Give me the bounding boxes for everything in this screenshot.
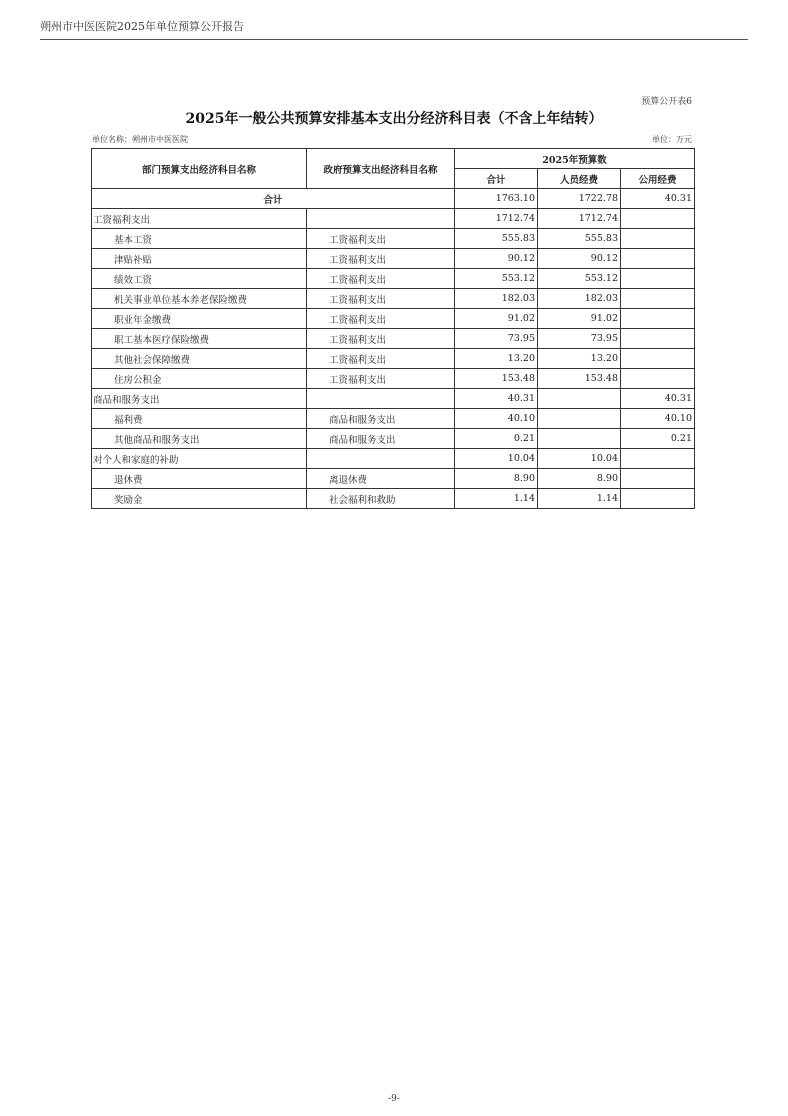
cell-gov-subject: 工资福利支出 — [307, 229, 455, 249]
cell-dept-subject: 商品和服务支出 — [92, 389, 307, 409]
table-row — [92, 489, 695, 509]
cell-gov-subject — [307, 389, 455, 409]
table-row — [92, 209, 695, 229]
cell-public: 0.21 — [621, 429, 695, 449]
cell-gov-subject: 工资福利支出 — [307, 329, 455, 349]
cell-dept-subject: 其他社会保障缴费 — [92, 349, 307, 369]
cell-public — [621, 249, 695, 269]
table-row — [92, 329, 695, 349]
cell-personnel: 153.48 — [538, 369, 621, 389]
table-row — [92, 249, 695, 269]
unit-label: 单位：万元 — [652, 135, 692, 144]
cell-dept-subject: 住房公积金 — [92, 369, 307, 389]
cell-personnel: 8.90 — [538, 469, 621, 489]
cell-gov-subject: 社会福利和救助 — [307, 489, 455, 509]
unit-name: 单位名称：朔州市中医医院 — [92, 135, 188, 144]
cell-public — [621, 269, 695, 289]
total-public: 40.31 — [621, 189, 695, 209]
cell-public — [621, 209, 695, 229]
table-row — [92, 309, 695, 329]
cell-total: 90.12 — [455, 249, 538, 269]
header-total: 合计 — [455, 169, 538, 189]
header-dept-subject: 部门预算支出经济科目名称 — [92, 149, 307, 189]
cell-public — [621, 369, 695, 389]
table-row — [92, 269, 695, 289]
header-gov-subject: 政府预算支出经济科目名称 — [307, 149, 455, 189]
cell-total: 1.14 — [455, 489, 538, 509]
cell-dept-subject: 津贴补贴 — [92, 249, 307, 269]
table-row — [92, 369, 695, 389]
header-divider — [40, 39, 748, 40]
cell-personnel: 90.12 — [538, 249, 621, 269]
cell-total: 0.21 — [455, 429, 538, 449]
table-row — [92, 449, 695, 469]
total-label: 合计 — [92, 189, 455, 209]
cell-public — [621, 349, 695, 369]
cell-gov-subject: 离退休费 — [307, 469, 455, 489]
total-total: 1763.10 — [455, 189, 538, 209]
cell-personnel: 10.04 — [538, 449, 621, 469]
table-row — [92, 429, 695, 449]
cell-personnel: 555.83 — [538, 229, 621, 249]
cell-gov-subject: 工资福利支出 — [307, 349, 455, 369]
cell-dept-subject: 绩效工资 — [92, 269, 307, 289]
table-row — [92, 289, 695, 309]
cell-personnel: 13.20 — [538, 349, 621, 369]
cell-public — [621, 489, 695, 509]
cell-personnel: 182.03 — [538, 289, 621, 309]
cell-gov-subject: 工资福利支出 — [307, 369, 455, 389]
cell-total: 182.03 — [455, 289, 538, 309]
cell-gov-subject: 商品和服务支出 — [307, 409, 455, 429]
cell-dept-subject: 基本工资 — [92, 229, 307, 249]
cell-personnel: 73.95 — [538, 329, 621, 349]
cell-gov-subject: 商品和服务支出 — [307, 429, 455, 449]
cell-personnel — [538, 429, 621, 449]
total-personnel: 1722.78 — [538, 189, 621, 209]
document-header: 朔州市中医医院2025年单位预算公开报告 — [40, 20, 244, 33]
table-row — [92, 469, 695, 489]
cell-public — [621, 469, 695, 489]
cell-dept-subject: 退休费 — [92, 469, 307, 489]
cell-personnel: 1.14 — [538, 489, 621, 509]
cell-public: 40.10 — [621, 409, 695, 429]
cell-personnel — [538, 409, 621, 429]
header-budget-group: 2025年预算数 — [455, 149, 695, 169]
cell-total: 91.02 — [455, 309, 538, 329]
cell-total: 13.20 — [455, 349, 538, 369]
cell-public — [621, 329, 695, 349]
cell-dept-subject: 奖励金 — [92, 489, 307, 509]
cell-total: 555.83 — [455, 229, 538, 249]
cell-gov-subject: 工资福利支出 — [307, 289, 455, 309]
cell-total: 553.12 — [455, 269, 538, 289]
cell-total: 1712.74 — [455, 209, 538, 229]
cell-total: 73.95 — [455, 329, 538, 349]
cell-personnel: 1712.74 — [538, 209, 621, 229]
cell-dept-subject: 福利费 — [92, 409, 307, 429]
header-public: 公用经费 — [621, 169, 695, 189]
cell-dept-subject: 对个人和家庭的补助 — [92, 449, 307, 469]
header-personnel: 人员经费 — [538, 169, 621, 189]
document-title: 2025年一般公共预算安排基本支出分经济科目表（不含上年结转） — [185, 111, 603, 127]
cell-gov-subject — [307, 449, 455, 469]
cell-personnel: 553.12 — [538, 269, 621, 289]
table-row — [92, 389, 695, 409]
page-number: -9- — [388, 1094, 400, 1104]
cell-dept-subject: 职业年金缴费 — [92, 309, 307, 329]
cell-public — [621, 229, 695, 249]
table-row — [92, 349, 695, 369]
budget-table — [91, 148, 695, 509]
cell-dept-subject: 职工基本医疗保险缴费 — [92, 329, 307, 349]
cell-public — [621, 309, 695, 329]
table-row — [92, 409, 695, 429]
cell-public — [621, 289, 695, 309]
cell-dept-subject: 机关事业单位基本养老保险缴费 — [92, 289, 307, 309]
cell-total: 40.31 — [455, 389, 538, 409]
cell-total: 153.48 — [455, 369, 538, 389]
cell-dept-subject: 其他商品和服务支出 — [92, 429, 307, 449]
cell-public: 40.31 — [621, 389, 695, 409]
cell-gov-subject: 工资福利支出 — [307, 269, 455, 289]
cell-public — [621, 449, 695, 469]
table-row — [92, 229, 695, 249]
cell-total: 8.90 — [455, 469, 538, 489]
form-code: 预算公开表6 — [641, 97, 692, 107]
cell-gov-subject — [307, 209, 455, 229]
cell-personnel — [538, 389, 621, 409]
total-row — [92, 189, 695, 209]
cell-gov-subject: 工资福利支出 — [307, 309, 455, 329]
cell-gov-subject: 工资福利支出 — [307, 249, 455, 269]
cell-personnel: 91.02 — [538, 309, 621, 329]
cell-total: 40.10 — [455, 409, 538, 429]
cell-total: 10.04 — [455, 449, 538, 469]
cell-dept-subject: 工资福利支出 — [92, 209, 307, 229]
